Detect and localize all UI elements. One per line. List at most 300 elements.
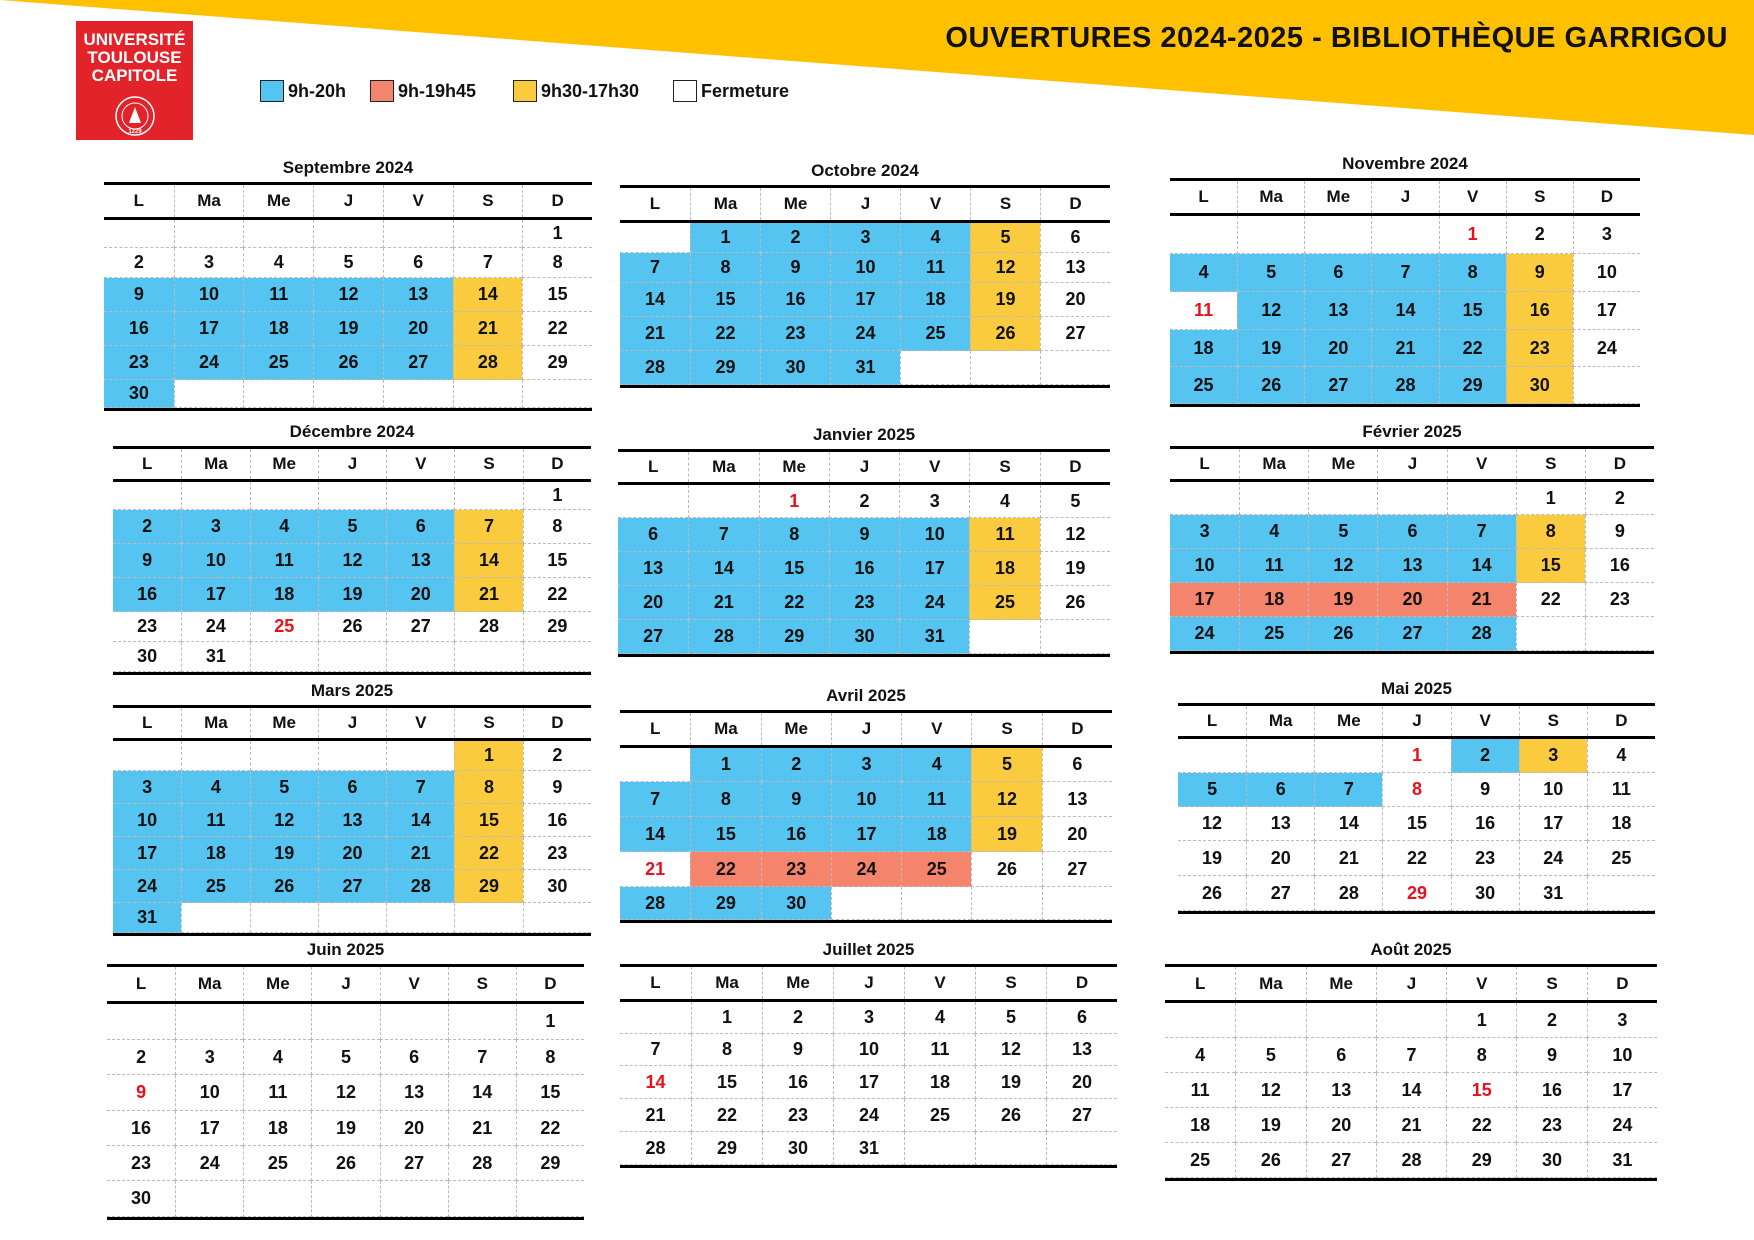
- empty-cell: [318, 642, 386, 672]
- day-cell: 25: [900, 317, 970, 351]
- day-cell: 23: [760, 317, 830, 351]
- day-grid: [620, 223, 1110, 388]
- day-cell: 19: [313, 312, 383, 346]
- day-cell: 16: [761, 817, 831, 852]
- weekday-label: J: [829, 452, 899, 482]
- day-cell: 3: [181, 510, 249, 544]
- day-cell: 26: [1040, 586, 1110, 620]
- day-cell: 16: [107, 1111, 175, 1146]
- weekday-label: J: [1371, 181, 1438, 213]
- empty-cell: [383, 220, 453, 248]
- day-cell: 27: [1046, 1099, 1117, 1132]
- empty-cell: [1516, 617, 1585, 651]
- weekday-label: Me: [243, 185, 313, 217]
- day-cell: 4: [243, 248, 313, 278]
- day-cell: 14: [1371, 292, 1438, 330]
- day-cell: 9: [1506, 254, 1573, 292]
- empty-cell: [104, 220, 174, 248]
- day-cell: 25: [901, 852, 971, 887]
- day-cell: 25: [243, 1146, 311, 1181]
- day-cell: 17: [831, 817, 901, 852]
- day-cell: 23: [1516, 1108, 1586, 1143]
- day-cell: 4: [969, 485, 1039, 518]
- day-cell: 11: [1165, 1073, 1235, 1108]
- day-cell: 21: [448, 1111, 516, 1146]
- day-cell: 10: [1587, 1038, 1657, 1073]
- day-cell: 14: [1376, 1073, 1446, 1108]
- weekday-label: Me: [243, 967, 311, 1001]
- day-cell: 10: [831, 782, 901, 817]
- empty-cell: [313, 220, 383, 248]
- empty-cell: [386, 741, 454, 771]
- month-title: Janvier 2025: [812, 425, 916, 444]
- day-cell: 15: [1446, 1073, 1516, 1108]
- legend-swatch-yellow: [513, 80, 537, 102]
- day-cell: 3: [1573, 216, 1640, 254]
- empty-cell: [243, 380, 313, 408]
- weekday-header: [620, 964, 1117, 1002]
- day-cell: 12: [250, 804, 318, 837]
- day-cell: 5: [1237, 254, 1304, 292]
- day-cell: 2: [1516, 1003, 1586, 1038]
- day-cell: 10: [899, 518, 969, 552]
- day-cell: 21: [620, 317, 690, 351]
- day-cell: 18: [900, 283, 970, 317]
- empty-cell: [522, 380, 592, 408]
- day-cell: 29: [522, 346, 592, 380]
- day-cell: 19: [971, 817, 1041, 852]
- weekday-label: Me: [1314, 706, 1382, 736]
- day-cell: 26: [313, 346, 383, 380]
- day-cell: 19: [250, 837, 318, 870]
- empty-cell: [1314, 739, 1382, 773]
- logo-line-1: UNIVERSITÉ: [83, 30, 186, 49]
- day-cell: 9: [113, 544, 181, 578]
- day-cell: 6: [1046, 1002, 1117, 1034]
- day-cell: 12: [971, 782, 1041, 817]
- day-cell: 5: [311, 1040, 379, 1075]
- day-cell: 31: [899, 620, 969, 654]
- weekday-label: L: [1199, 454, 1210, 473]
- empty-cell: [386, 642, 454, 672]
- day-cell: 9: [829, 518, 899, 552]
- day-cell: 4: [1239, 515, 1308, 549]
- day-cell: 6: [1306, 1038, 1376, 1073]
- day-cell: 29: [1439, 367, 1506, 404]
- weekday-label: Ma: [690, 188, 760, 220]
- day-cell: 9: [762, 1034, 833, 1066]
- day-cell: 3: [831, 748, 901, 782]
- day-cell: 10: [175, 1075, 243, 1111]
- day-cell: 19: [1040, 552, 1110, 586]
- day-cell: 5: [313, 248, 383, 278]
- day-cell: 24: [833, 1099, 904, 1132]
- day-cell: 2: [523, 741, 591, 771]
- empty-cell: [1377, 482, 1446, 515]
- empty-cell: [1040, 351, 1110, 385]
- empty-cell: [380, 1181, 448, 1217]
- weekday-label: V: [900, 188, 970, 220]
- day-cell: 9: [760, 253, 830, 283]
- day-cell: 26: [1308, 617, 1377, 651]
- day-cell: 7: [1376, 1038, 1446, 1073]
- day-cell: 5: [1040, 485, 1110, 518]
- day-cell: 17: [830, 283, 900, 317]
- legend-swatch-white: [673, 80, 697, 102]
- day-cell: 20: [1246, 841, 1314, 876]
- empty-cell: [243, 220, 313, 248]
- day-cell: 30: [1506, 367, 1573, 404]
- day-cell: 29: [690, 887, 760, 920]
- day-cell: 21: [1314, 841, 1382, 876]
- legend-swatch-blue: [260, 80, 284, 102]
- day-cell: 20: [383, 312, 453, 346]
- day-cell: 24: [113, 870, 181, 903]
- legend-label: 9h-20h: [288, 80, 347, 101]
- weekday-label: Me: [250, 449, 318, 479]
- month-title: Février 2025: [1362, 422, 1462, 441]
- day-cell: 21: [688, 586, 758, 620]
- day-cell: 28: [1447, 617, 1516, 651]
- day-cell: 17: [1573, 292, 1640, 330]
- day-cell: 22: [516, 1111, 584, 1146]
- day-cell: 20: [386, 578, 454, 612]
- day-cell: 19: [318, 578, 386, 612]
- weekday-label: V: [1451, 706, 1519, 736]
- day-cell: 24: [1170, 617, 1239, 651]
- day-cell: 27: [1377, 617, 1446, 651]
- day-cell: 27: [380, 1146, 448, 1181]
- day-cell: 8: [1382, 773, 1450, 807]
- month-title: Juin 2025: [306, 940, 385, 959]
- day-cell: 28: [448, 1146, 516, 1181]
- day-cell: 21: [1447, 583, 1516, 617]
- day-grid: [1170, 216, 1640, 407]
- day-cell: 11: [904, 1034, 975, 1066]
- day-cell: 7: [453, 248, 523, 278]
- day-cell: 27: [1304, 367, 1371, 404]
- day-cell: 31: [181, 642, 249, 672]
- day-cell: 16: [829, 552, 899, 586]
- day-cell: 18: [243, 1111, 311, 1146]
- day-cell: 14: [688, 552, 758, 586]
- empty-cell: [620, 223, 690, 253]
- day-cell: 4: [900, 223, 970, 253]
- weekday-label: S: [1506, 181, 1573, 213]
- day-cell: 4: [901, 748, 971, 782]
- day-cell: 10: [113, 804, 181, 837]
- day-cell: 8: [1516, 515, 1585, 549]
- weekday-label: Ma: [1246, 706, 1314, 736]
- weekday-header: [620, 185, 1110, 223]
- day-cell: 5: [318, 510, 386, 544]
- day-cell: 5: [971, 748, 1041, 782]
- weekday-label: J: [318, 449, 386, 479]
- day-cell: 2: [1506, 216, 1573, 254]
- day-cell: 17: [113, 837, 181, 870]
- weekday-label: L: [1198, 187, 1209, 206]
- day-cell: 23: [104, 346, 174, 380]
- weekday-header: [1178, 703, 1655, 739]
- empty-cell: [318, 903, 386, 933]
- day-cell: 11: [1239, 549, 1308, 583]
- day-cell: 21: [454, 578, 522, 612]
- day-cell: 21: [1371, 330, 1438, 367]
- day-cell: 6: [1246, 773, 1314, 807]
- empty-cell: [904, 1132, 975, 1165]
- day-cell: 7: [454, 510, 522, 544]
- empty-cell: [313, 380, 383, 408]
- weekday-label: V: [1439, 181, 1506, 213]
- weekday-header: [1165, 964, 1657, 1003]
- weekday-label: Ma: [174, 185, 244, 217]
- day-cell: 8: [522, 248, 592, 278]
- empty-cell: [971, 887, 1041, 920]
- empty-cell: [250, 741, 318, 771]
- day-cell: 30: [760, 351, 830, 385]
- day-cell: 14: [620, 283, 690, 317]
- weekday-label: Me: [760, 188, 830, 220]
- day-cell: 24: [1587, 1108, 1657, 1143]
- weekday-label: L: [135, 974, 147, 993]
- day-cell: 6: [1377, 515, 1446, 549]
- day-cell: 11: [1587, 773, 1655, 807]
- day-cell: 30: [761, 887, 831, 920]
- day-cell: 1: [1516, 482, 1585, 515]
- day-cell: 24: [1519, 841, 1587, 876]
- day-cell: 13: [383, 278, 453, 312]
- weekday-label: Me: [1308, 449, 1377, 479]
- day-cell: 27: [1246, 876, 1314, 911]
- day-cell: 25: [1170, 367, 1237, 404]
- weekday-label: Ma: [175, 967, 243, 1001]
- weekday-label: L: [649, 719, 661, 738]
- day-cell: 30: [1451, 876, 1519, 911]
- day-cell: 2: [113, 510, 181, 544]
- day-cell: 26: [971, 852, 1041, 887]
- day-cell: 12: [1040, 518, 1110, 552]
- empty-cell: [454, 642, 522, 672]
- empty-cell: [113, 741, 181, 771]
- day-cell: 3: [174, 248, 244, 278]
- weekday-header: [620, 710, 1112, 748]
- header-banner: [0, 0, 1754, 140]
- day-cell: 24: [175, 1146, 243, 1181]
- day-cell: 30: [523, 870, 591, 903]
- legend-label: 9h30-17h30: [541, 80, 640, 101]
- weekday-label: Ma: [181, 449, 249, 479]
- weekday-label: V: [386, 449, 454, 479]
- empty-cell: [453, 220, 523, 248]
- weekday-label: D: [1573, 181, 1640, 213]
- month-title: Octobre 2024: [811, 161, 919, 180]
- day-cell: 6: [1040, 223, 1110, 253]
- day-cell: 15: [522, 278, 592, 312]
- day-cell: 22: [691, 1099, 762, 1132]
- day-cell: 26: [1235, 1143, 1305, 1178]
- month-title: Mars 2025: [310, 681, 394, 700]
- day-cell: 14: [453, 278, 523, 312]
- day-grid: [1170, 482, 1654, 654]
- weekday-label: V: [899, 452, 969, 482]
- day-cell: 27: [1306, 1143, 1376, 1178]
- day-cell: 2: [761, 748, 831, 782]
- day-cell: 8: [690, 253, 760, 283]
- legend-item-closed: [673, 80, 789, 102]
- empty-cell: [969, 620, 1039, 654]
- empty-cell: [107, 1004, 175, 1040]
- day-cell: 25: [969, 586, 1039, 620]
- legend-label: Fermeture: [701, 80, 790, 101]
- day-cell: 15: [691, 1066, 762, 1099]
- logo-line-2: TOULOUSE: [87, 48, 182, 67]
- weekday-label: Ma: [1235, 967, 1305, 1000]
- seal-text: 1229: [128, 129, 142, 135]
- weekday-label: J: [830, 188, 900, 220]
- empty-cell: [523, 642, 591, 672]
- day-cell: 27: [386, 612, 454, 642]
- empty-cell: [1237, 216, 1304, 254]
- month-title: Juillet 2025: [822, 940, 915, 959]
- day-cell: 13: [386, 544, 454, 578]
- weekday-label: Ma: [1237, 181, 1304, 213]
- empty-cell: [1447, 482, 1516, 515]
- day-grid: [113, 741, 591, 936]
- weekday-label: V: [904, 967, 975, 999]
- weekday-label: Ma: [181, 708, 249, 738]
- day-cell: 22: [1446, 1108, 1516, 1143]
- day-cell: 13: [618, 552, 688, 586]
- weekday-label: S: [1519, 706, 1587, 736]
- day-cell: 26: [970, 317, 1040, 351]
- day-cell: 23: [829, 586, 899, 620]
- day-cell: 19: [970, 283, 1040, 317]
- weekday-label: V: [1446, 967, 1516, 1000]
- day-cell: 26: [1237, 367, 1304, 404]
- day-cell: 3: [830, 223, 900, 253]
- day-cell: 23: [523, 837, 591, 870]
- day-cell: 14: [454, 544, 522, 578]
- day-cell: 10: [830, 253, 900, 283]
- empty-cell: [688, 485, 758, 518]
- weekday-header: [107, 964, 584, 1004]
- day-cell: 9: [761, 782, 831, 817]
- day-cell: 23: [107, 1146, 175, 1181]
- day-cell: 18: [904, 1066, 975, 1099]
- day-cell: 19: [1235, 1108, 1305, 1143]
- day-grid: [1165, 1003, 1657, 1181]
- day-cell: 24: [174, 346, 244, 380]
- day-cell: 28: [1371, 367, 1438, 404]
- day-cell: 27: [383, 346, 453, 380]
- day-cell: 31: [113, 903, 181, 933]
- empty-cell: [1585, 617, 1654, 651]
- day-cell: 30: [107, 1181, 175, 1217]
- day-cell: 14: [448, 1075, 516, 1111]
- day-cell: 13: [1040, 253, 1110, 283]
- day-cell: 1: [1446, 1003, 1516, 1038]
- weekday-label: J: [318, 708, 386, 738]
- day-cell: 22: [759, 586, 829, 620]
- empty-cell: [1371, 216, 1438, 254]
- day-cell: 27: [318, 870, 386, 903]
- day-cell: 23: [761, 852, 831, 887]
- day-cell: 31: [833, 1132, 904, 1165]
- day-cell: 16: [1585, 549, 1654, 583]
- weekday-label: D: [1585, 449, 1654, 479]
- day-cell: 25: [904, 1099, 975, 1132]
- day-cell: 16: [1506, 292, 1573, 330]
- logo-line-3: CAPITOLE: [91, 66, 178, 85]
- day-cell: 14: [620, 1066, 691, 1099]
- weekday-label: D: [523, 708, 591, 738]
- day-cell: 24: [899, 586, 969, 620]
- weekday-label: D: [1042, 713, 1112, 745]
- day-cell: 12: [970, 253, 1040, 283]
- day-cell: 4: [1170, 254, 1237, 292]
- day-cell: 7: [1371, 254, 1438, 292]
- day-cell: 8: [759, 518, 829, 552]
- day-cell: 10: [181, 544, 249, 578]
- day-cell: 27: [1040, 317, 1110, 351]
- empty-cell: [311, 1004, 379, 1040]
- day-cell: 13: [318, 804, 386, 837]
- day-cell: 18: [1587, 807, 1655, 841]
- day-cell: 28: [620, 887, 690, 920]
- weekday-label: D: [522, 185, 592, 217]
- day-cell: 20: [1304, 330, 1371, 367]
- weekday-label: Ma: [691, 967, 762, 999]
- day-cell: 30: [829, 620, 899, 654]
- day-cell: 12: [1235, 1073, 1305, 1108]
- day-cell: 13: [1042, 782, 1112, 817]
- empty-cell: [311, 1181, 379, 1217]
- day-cell: 12: [1237, 292, 1304, 330]
- day-cell: 8: [690, 782, 760, 817]
- day-cell: 5: [1308, 515, 1377, 549]
- day-cell: 14: [386, 804, 454, 837]
- empty-cell: [1308, 482, 1377, 515]
- day-cell: 29: [1446, 1143, 1516, 1178]
- day-grid: [107, 1004, 584, 1220]
- day-cell: 26: [1178, 876, 1246, 911]
- day-cell: 4: [1587, 739, 1655, 773]
- day-cell: 6: [618, 518, 688, 552]
- day-cell: 28: [1314, 876, 1382, 911]
- weekday-label: S: [1516, 967, 1586, 1000]
- day-cell: 1: [454, 741, 522, 771]
- day-cell: 18: [250, 578, 318, 612]
- day-cell: 8: [1439, 254, 1506, 292]
- empty-cell: [250, 642, 318, 672]
- day-cell: 1: [690, 223, 760, 253]
- day-cell: 18: [901, 817, 971, 852]
- day-cell: 17: [1170, 583, 1239, 617]
- day-cell: 25: [250, 612, 318, 642]
- weekday-label: J: [1382, 706, 1450, 736]
- month-title: Mai 2025: [1381, 679, 1452, 698]
- month-title: Août 2025: [1370, 940, 1452, 959]
- day-cell: 13: [1246, 807, 1314, 841]
- day-cell: 28: [620, 351, 690, 385]
- weekday-label: S: [454, 449, 522, 479]
- day-cell: 15: [690, 283, 760, 317]
- weekday-label: Me: [762, 967, 833, 999]
- day-grid: [620, 748, 1112, 923]
- day-cell: 13: [1046, 1034, 1117, 1066]
- day-cell: 23: [1451, 841, 1519, 876]
- day-cell: 30: [113, 642, 181, 672]
